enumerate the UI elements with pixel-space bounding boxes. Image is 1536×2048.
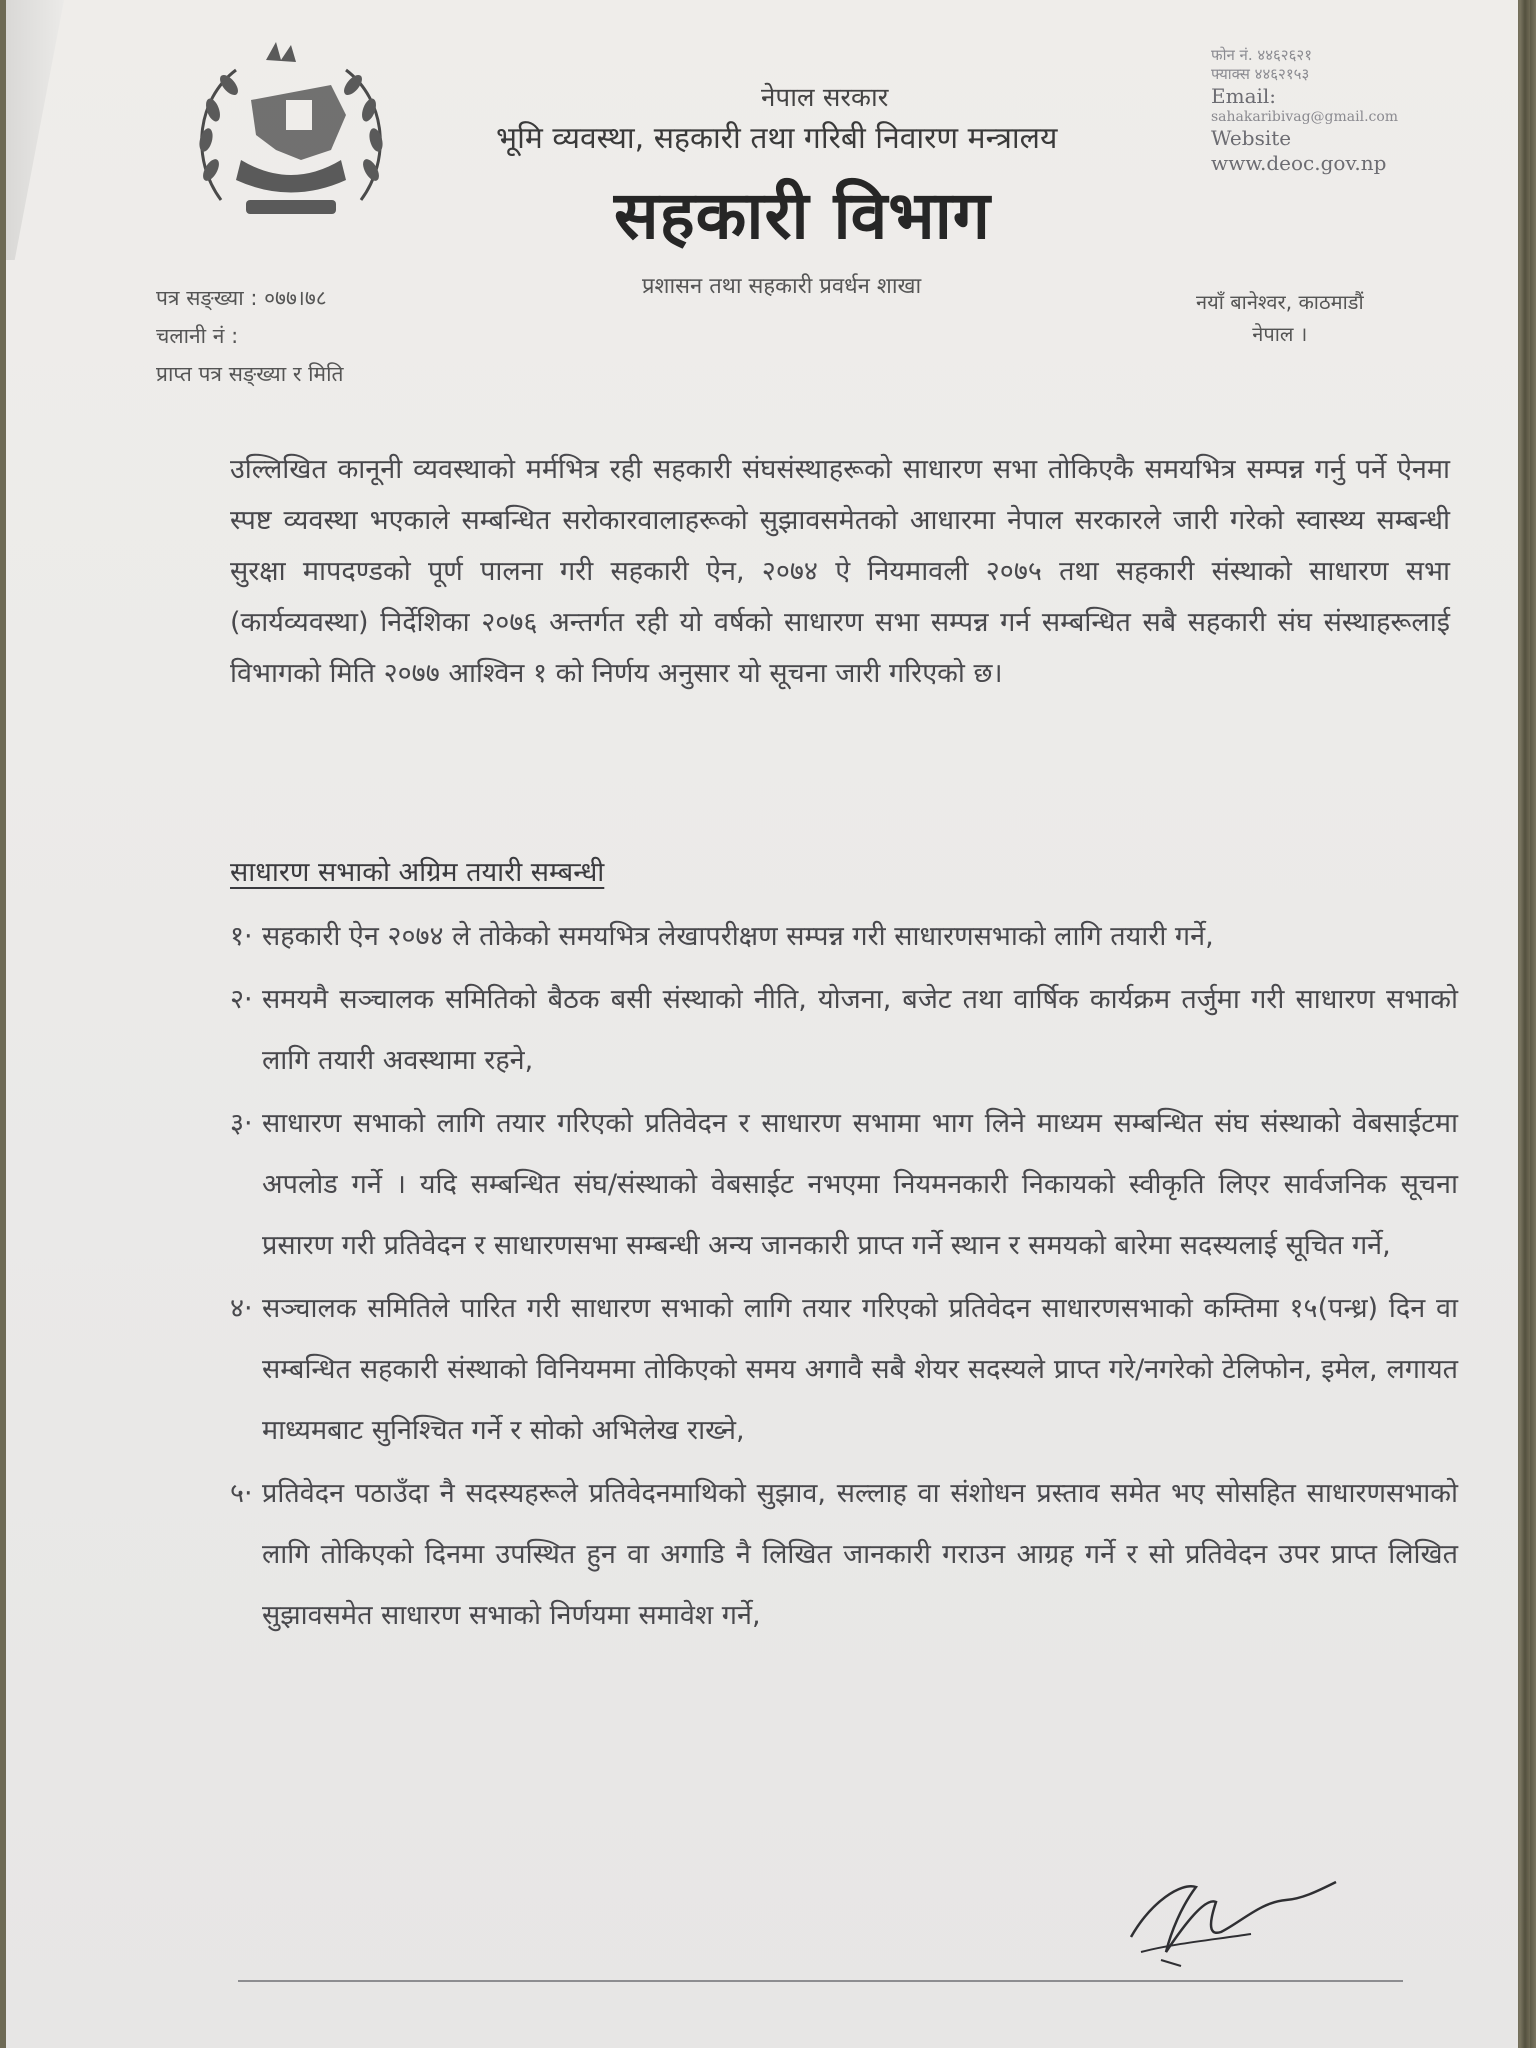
contact-block (1211, 46, 1398, 176)
item-text: प्रतिवेदन पठाउँदा नै सदस्यहरूले प्रतिवेदनमाथिको सुझाव, सल्लाह वा संशोधन प्रस्ताव समेत भए सोसहित साधारणसभाको लागि तोकिएको दिनमा उपस्थित हुन वा अगाडि नै लिखित जानकारी गराउन आग्रह गर्ने र सो प्रतिवेदन उपर प्राप्त लिखित सुझावसमेत साधारण सभाको निर्णयमा समावेश गर्ने, (262, 1478, 1458, 1631)
item-number: ४· (230, 1293, 253, 1324)
branch-name: प्रशासन तथा सहकारी प्रवर्धन शाखा (642, 274, 922, 299)
instruction-list (230, 906, 1458, 1648)
fax-number: फ्याक्स ४४६२१५३ (1211, 64, 1310, 83)
handwritten-signature (1111, 1862, 1341, 1972)
list-item (230, 1093, 1458, 1276)
government-name: नेपाल सरकार (761, 83, 889, 113)
received-letter-info: प्राप्त पत्र सङ्ख्या र मिति (156, 361, 344, 386)
address-line-1: नयाँ बानेश्वर, काठमाडौं (1196, 290, 1364, 314)
dispatch-number: चलानी नं : (156, 323, 239, 348)
item-text: सहकारी ऐन २०७४ ले तोकेको समयभित्र लेखापरीक्षण सम्पन्न गरी साधारणसभाको लागि तयारी गर्ने, (262, 921, 1214, 952)
footer-divider (238, 1980, 1403, 1982)
address-line-2: नेपाल । (1252, 322, 1308, 346)
item-number: १· (230, 921, 253, 952)
nepal-government-emblem-icon (181, 40, 401, 240)
list-item (230, 1278, 1458, 1461)
document-page (6, 0, 1518, 2048)
item-number: ३· (230, 1108, 253, 1139)
item-number: २· (230, 984, 253, 1015)
ministry-name: भूमि व्यवस्था, सहकारी तथा गरिबी निवारण मन्त्रालय (496, 121, 1058, 156)
list-item (230, 1463, 1458, 1646)
office-address (1196, 286, 1364, 350)
section-title: साधारण सभाको अग्रिम तयारी सम्बन्धी (230, 857, 605, 888)
website-url: www.deoc.gov.np (1211, 151, 1387, 175)
letter-number: पत्र सङ्ख्या : ०७७।७८ (156, 286, 327, 310)
intro-paragraph: उल्लिखित कानूनी व्यवस्थाको मर्मभित्र रही सहकारी संघसंस्थाहरूको साधारण सभा तोकिएकै समयभित्र सम्पन्न गर्नु पर्ने ऐनमा स्पष्ट व्यवस्था भएकाले सम्बन्धित सरोकारवालाहरूको सुझावसमेतको आधारमा नेपाल सरकारले जारी गरेको स्वास्थ्य सम्बन्धी सुरक्षा मापदण्डको पूर्ण पालना गरी सहकारी ऐन, २०७४ ऐ नियमावली २०७५ तथा सहकारी संस्थाको साधारण सभा (कार्यव्यवस्था) निर्देशिका २०७६ अन्तर्गत रही यो वर्षको साधारण सभा सम्पन्न गर्न सम्बन्धित सबै सहकारी संघ संस्थाहरूलाई विभागको मिति २०७७ आश्विन १ को निर्णय अनुसार यो सूचना जारी गरिएको छ। (230, 454, 1450, 689)
item-text: साधारण सभाको लागि तयार गरिएको प्रतिवेदन र साधारण सभामा भाग लिने माध्यम सम्बन्धित संघ संस्थाको वेबसाईटमा अपलोड गर्ने । यदि सम्बन्धित संघ/संस्थाको वेबसाईट नभएमा नियमनकारी निकायको स्वीकृति लिएर सार्वजनिक सूचना प्रसारण गरी प्रतिवेदन र साधारणसभा सम्बन्धी अन्य जानकारी प्राप्त गर्ने स्थान र समयको बारेमा सदस्यलाई सूचित गर्ने, (262, 1108, 1458, 1261)
phone-number: फोन नं. ४४६२६२१ (1211, 46, 1313, 64)
website-label: Website (1211, 126, 1292, 150)
department-title: सहकारी विभाग (614, 177, 991, 254)
list-item (230, 906, 1458, 967)
item-text: सञ्चालक समितिले पारित गरी साधारण सभाको लागि तयार गरिएको प्रतिवेदन साधारणसभाको कम्तिमा १५(पन्ध्र) दिन वा सम्बन्धित सहकारी संस्थाको विनियममा तोकिएको समय अगावै सबै शेयर सदस्यले प्राप्त गरे/नगरेको टेलिफोन, इमेल, लगायत माध्यमबाट सुनिश्चित गर्ने र सोको अभिलेख राख्ने, (262, 1293, 1458, 1446)
email-address: sahakaribivag@gmail.com (1211, 108, 1399, 125)
item-number: ५· (230, 1478, 253, 1509)
email-label: Email: (1211, 83, 1277, 108)
underlying-sheet (6, 0, 64, 260)
letter-references (156, 280, 344, 393)
item-text: समयमै सञ्चालक समितिको बैठक बसी संस्थाको नीति, योजना, बजेट तथा वार्षिक कार्यक्रम तर्जुमा गरी साधारण सभाको लागि तयारी अवस्थामा रहने, (262, 984, 1458, 1076)
list-item (230, 969, 1458, 1091)
